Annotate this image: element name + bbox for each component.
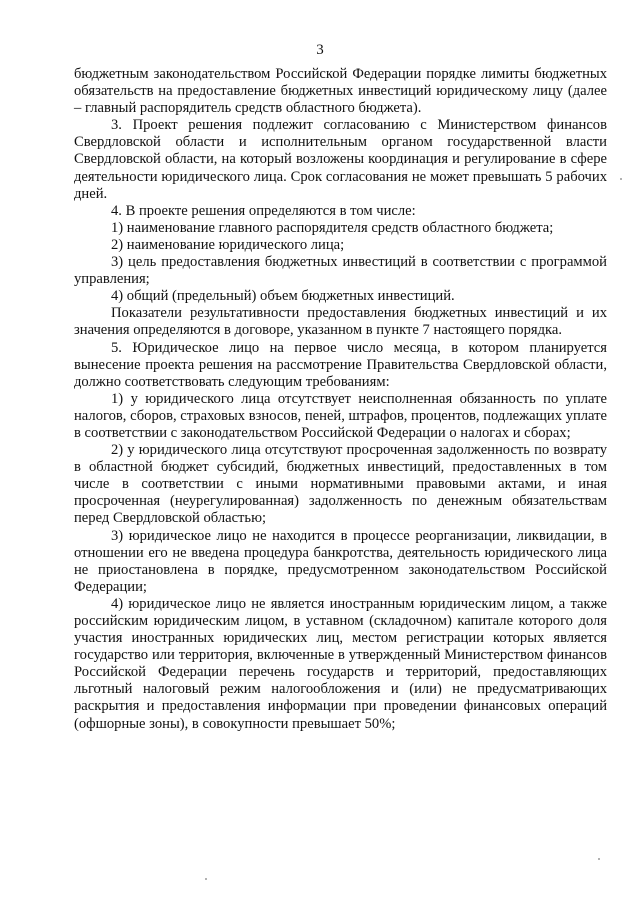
paragraph-item-5: 5. Юридическое лицо на первое число месяца, в котором планируется вынесение проекта решения на рассмотрение Правительства Свердловской области, должно соответствовать следующим требованиям: xyxy=(74,339,607,390)
subitem-4-3: 3) цель предоставления бюджетных инвестиций в соответствии с программой управления; xyxy=(74,254,607,288)
subitem-4-2: 2) наименование юридического лица; xyxy=(111,236,345,253)
subitem-5-4: 4) юридическое лицо не является иностранным юридическим лицом, а также российским юридическим лицом, в уставном (складочном) капитале которого доля участия иностранных юридических лиц, местом регистрации которых является государство или территория, включенные в утвержденный Министерством финансов Российской Федерации перечень государств и территорий, предоставляющих льготный налоговый режим налогообложения и (или) не предусматривающих раскрытия и предоставления информации при проведении финансовых операций (офшорные зоны), в совокупности превышает 50%; xyxy=(74,595,607,732)
subitem-5-3: 3) юридическое лицо не находится в процессе реорганизации, ликвидации, в отношении его не введена процедура банкротства, деятельность юридического лица не приостановлена в порядке, предусмотренном законодательством Российской Федерации; xyxy=(74,527,607,595)
paragraph-item-3: 3. Проект решения подлежит согласованию с Министерством финансов Свердловской области и исполнительным органом государственной власти Свердловской области, на который возложены координация и регулирование в сфере деятельности юридического лица. Срок согласования не может превышать 5 рабочих дней. xyxy=(74,117,607,202)
paragraph-continuation: бюджетным законодательством Российской Федерации порядке лимиты бюджетных обязательств на предоставление бюджетных инвестиций юридическому лицу (далее – главный распорядитель средств областного бюджета). xyxy=(74,66,607,117)
paragraph-item-4: 4. В проекте решения определяются в том числе: xyxy=(111,202,416,219)
scan-speck xyxy=(205,878,207,880)
scan-speck xyxy=(620,178,622,180)
page-number: 3 xyxy=(316,42,324,58)
subitem-4-1: 1) наименование главного распорядителя средств областного бюджета; xyxy=(111,219,554,236)
subitem-5-1: 1) у юридического лица отсутствует неисполненная обязанность по уплате налогов, сборов, страховых взносов, пеней, штрафов, процентов, подлежащих уплате в соответствии с законодательством Российской Федерации о налогах и сборах; xyxy=(74,390,607,441)
subitem-4-4: 4) общий (предельный) объем бюджетных инвестиций. xyxy=(111,288,455,305)
subitem-5-2: 2) у юридического лица отсутствуют просроченная задолженность по возврату в областной бюджет субсидий, бюджетных инвестиций, предоставленных в том числе в соответствии с иными нормативными правовыми актами, и иная просроченная (неурегулированная) задолженность по денежным обязательствам перед Свердловской областью; xyxy=(74,442,607,527)
document-body xyxy=(74,66,607,733)
paragraph-performance-indicators: Показатели результативности предоставления бюджетных инвестиций и их значения определяются в договоре, указанном в пункте 7 настоящего порядка. xyxy=(74,305,607,339)
scan-speck xyxy=(598,858,600,860)
